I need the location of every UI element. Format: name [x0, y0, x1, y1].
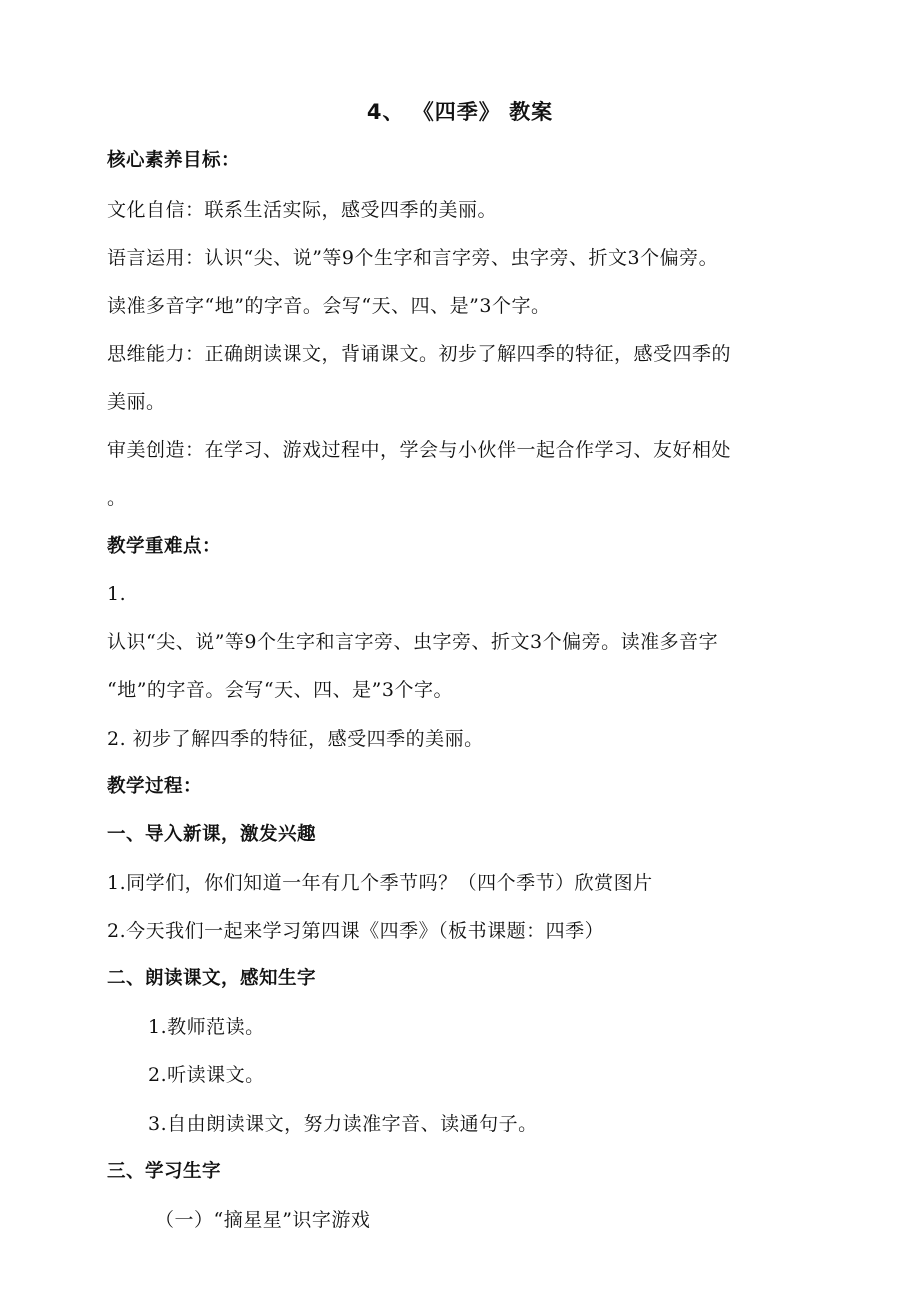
paragraph-line: 读准多音字“地”的字音。会写“天、四、是”3个字。 — [107, 295, 551, 317]
paragraph-line: 文化自信：联系生活实际，感受四季的美丽。 — [107, 199, 498, 221]
heading-teaching-process: 教学过程： — [107, 776, 203, 797]
paragraph-line: 美丽。 — [107, 391, 166, 413]
list-item: 1.同学们，你们知道一年有几个季节吗？（四个季节）欣赏图片 — [107, 872, 653, 894]
paragraph-line: 审美创造：在学习、游戏过程中，学会与小伙伴一起合作学习、友好相处 — [107, 439, 732, 461]
list-item: 3.自由朗读课文，努力读准字音、读通句子。 — [148, 1113, 538, 1135]
list-item: 2. 初步了解四季的特征，感受四季的美丽。 — [107, 728, 484, 750]
section-heading-2: 二、朗读课文，感知生字 — [107, 968, 317, 989]
list-item: 1.教师范读。 — [148, 1016, 265, 1038]
subsection-heading: （一）“摘星星”识字游戏 — [155, 1209, 371, 1231]
list-item-number: 1. — [107, 583, 127, 605]
section-heading-3: 三、学习生字 — [107, 1161, 222, 1182]
heading-core-goals: 核心素养目标： — [107, 150, 241, 171]
list-item: 2.听读课文。 — [148, 1064, 265, 1086]
list-item: 2.今天我们一起来学习第四课《四季》（板书课题：四季） — [107, 920, 605, 942]
paragraph-line: 认识“尖、说”等9个生字和言字旁、虫字旁、折文3个偏旁。读准多音字 — [107, 631, 719, 653]
heading-key-difficulties: 教学重难点： — [107, 536, 222, 557]
paragraph-line: 思维能力：正确朗读课文，背诵课文。初步了解四季的特征，感受四季的 — [107, 343, 732, 365]
paragraph-line: 语言运用：认识“尖、说”等9个生字和言字旁、虫字旁、折文3个偏旁。 — [107, 247, 719, 269]
document-title: 4、 《四季》 教案 — [366, 100, 554, 124]
section-heading-1: 一、导入新课，激发兴趣 — [107, 824, 317, 845]
paragraph-line: 。 — [107, 487, 127, 509]
paragraph-line: “地”的字音。会写“天、四、是”3个字。 — [107, 679, 453, 701]
